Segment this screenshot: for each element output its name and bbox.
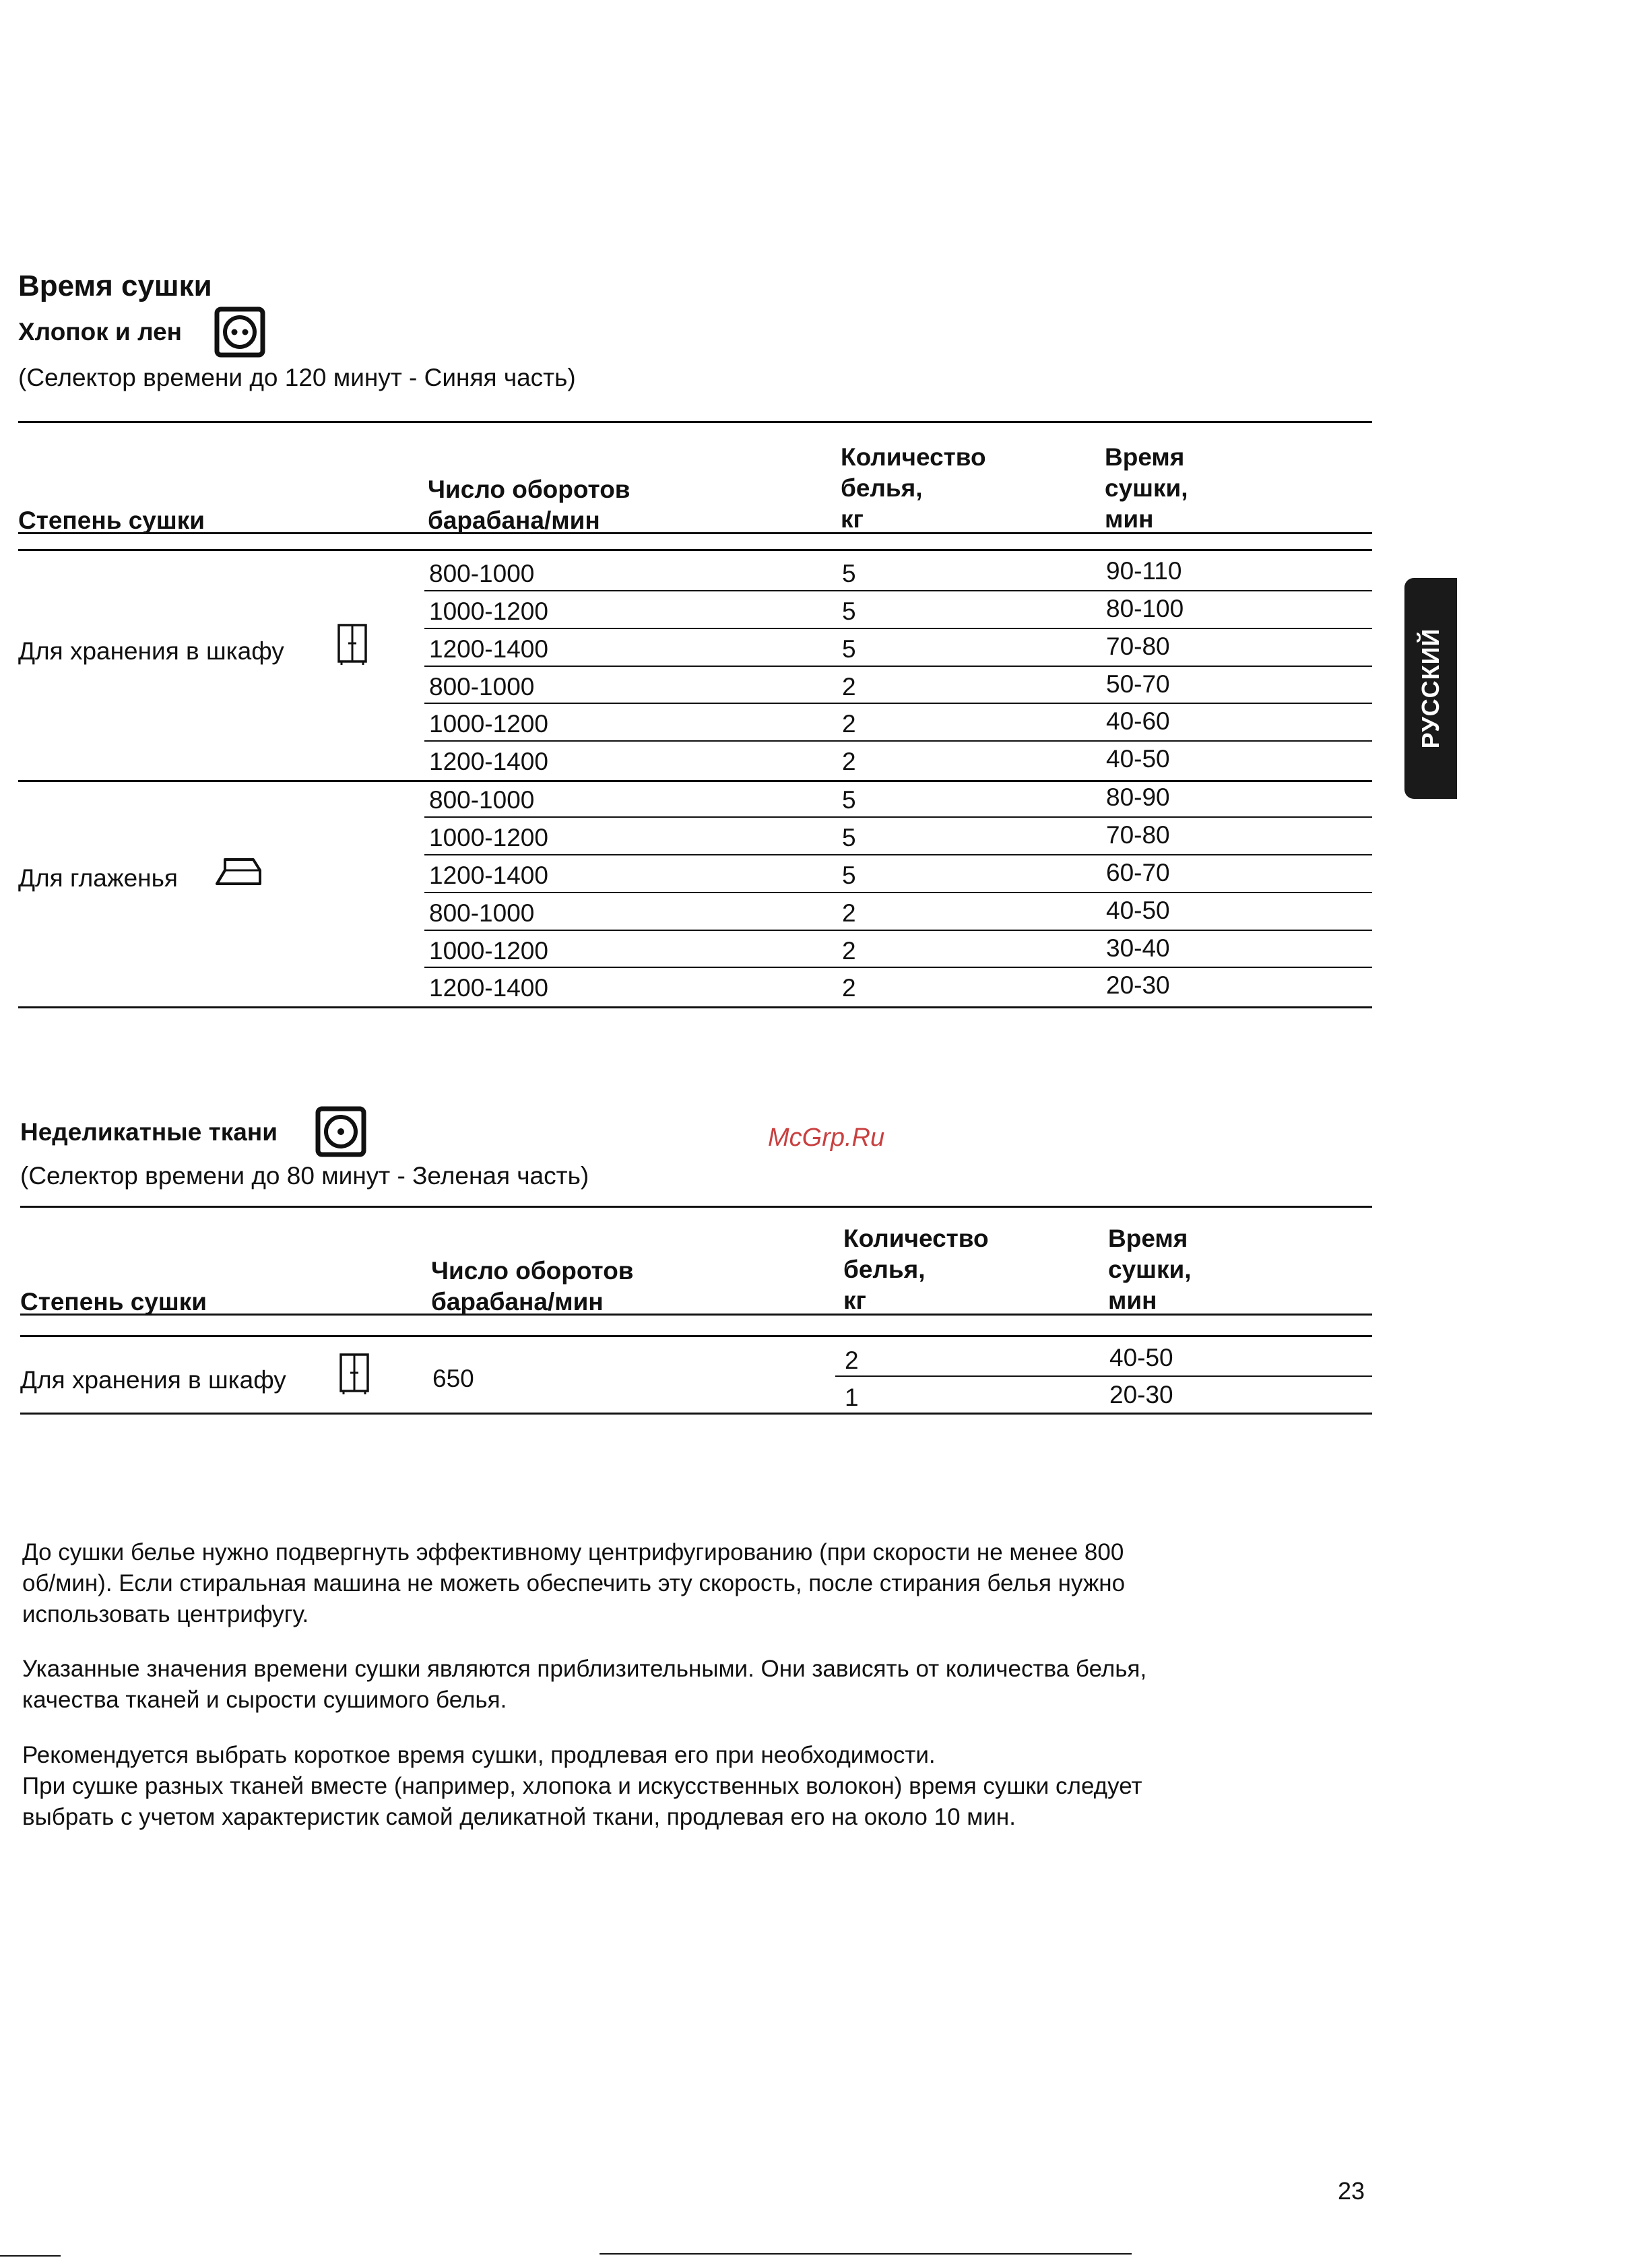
paragraph-line: При сушке разных тканей вместе (например, хлопока и искусственных волокон) время сушки следует: [22, 1773, 1142, 1799]
table-cell-kg: 2: [842, 937, 856, 965]
table-bottom-rule: [20, 1413, 1372, 1415]
table-cell-kg: 2: [842, 974, 856, 1002]
footer-rule: [0, 2255, 61, 2257]
paragraph-line: Рекомендуется выбрать короткое время сушки, продлевая его при необходимости.: [22, 1742, 936, 1768]
header-qty-1: Количество: [841, 443, 986, 471]
header-time-2: сушки,: [1108, 1256, 1192, 1283]
row-rule: [424, 930, 1372, 931]
table-cell-kg: 5: [842, 862, 856, 889]
header-qty-1: Количество: [843, 1225, 989, 1252]
table-cell-rpm: 800-1000: [429, 673, 535, 701]
table-cell-time: 60-70: [1106, 859, 1170, 886]
table-cell-rpm: 800-1000: [429, 786, 535, 814]
paragraph-line: До сушки белье нужно подвергнуть эффективному центрифугированию (при скорости не менее 800: [22, 1539, 1124, 1565]
row-rule: [424, 816, 1372, 818]
group-rule: [18, 780, 1372, 782]
row-rule: [424, 703, 1372, 704]
group-label-wardrobe: Для хранения в шкафу: [20, 1366, 286, 1394]
language-tab-label: РУССКИЙ: [1417, 628, 1444, 749]
header-rpm-2: барабана/мин: [431, 1288, 604, 1316]
header-degree: Степень сушки: [20, 1288, 207, 1316]
table-cell-time: 80-100: [1106, 595, 1184, 622]
table-cell-rpm: 800-1000: [429, 560, 535, 587]
table-cell-rpm: 1000-1200: [429, 824, 548, 851]
table-cell-kg: 2: [845, 1347, 859, 1374]
header-time-3: мин: [1108, 1287, 1157, 1314]
table-top-rule: [18, 421, 1372, 423]
footer-rule: [600, 2253, 1132, 2255]
paragraph-line: Указанные значения времени сушки являются приблизительными. Они зависять от количества белья,: [22, 1656, 1147, 1682]
table-cell-kg: 1: [845, 1384, 859, 1411]
table-cell-kg: 2: [842, 673, 856, 701]
group-label-wardrobe: Для хранения в шкафу: [18, 637, 284, 665]
table-cell-kg: 5: [842, 786, 856, 814]
table-cell-kg: 5: [842, 597, 856, 625]
paragraph-line: качества тканей и сырости сушимого белья.: [22, 1687, 507, 1713]
header-bottom-rule: [20, 1335, 1372, 1337]
paragraph-line: выбрать с учетом характеристик самой деликатной ткани, продлевая его на около 10 мин.: [22, 1804, 1016, 1830]
table-cell-rpm: 800-1000: [429, 899, 535, 927]
table-cell-kg: 5: [842, 635, 856, 663]
table-cell-time: 40-50: [1106, 897, 1170, 924]
header-time-1: Время: [1108, 1225, 1188, 1252]
table-cell-time: 40-60: [1106, 707, 1170, 735]
group-label-ironing: Для глаженья: [18, 864, 178, 892]
table-cell-time: 20-30: [1109, 1381, 1173, 1408]
header-qty-3: кг: [843, 1287, 866, 1314]
row-rule: [424, 892, 1372, 893]
language-tab: [1404, 578, 1457, 799]
header-rpm-1: Число оборотов: [428, 476, 630, 503]
header-degree: Степень сушки: [18, 507, 205, 534]
header-qty-2: белья,: [841, 474, 923, 502]
table-cell-time: 40-50: [1106, 745, 1170, 773]
header-bottom-rule: [18, 532, 1372, 534]
table-cell-kg: 2: [842, 710, 856, 738]
table-cell-time: 20-30: [1106, 971, 1170, 999]
row-rule: [424, 967, 1372, 968]
dryer-high-heat-icon: [214, 306, 265, 358]
table-cell-rpm: 1200-1400: [429, 748, 548, 775]
header-bottom-rule: [20, 1314, 1372, 1316]
table-cell-time: 70-80: [1106, 821, 1170, 849]
table-cell-time: 40-50: [1109, 1344, 1173, 1371]
header-bottom-rule: [18, 549, 1372, 551]
header-time-3: мин: [1105, 505, 1154, 533]
table-cell-kg: 5: [842, 560, 856, 587]
row-rule: [424, 628, 1372, 629]
wardrobe-icon: [339, 1353, 370, 1394]
watermark: McGrp.Ru: [768, 1124, 885, 1152]
row-rule: [424, 740, 1372, 742]
header-rpm-2: барабана/мин: [428, 507, 600, 534]
header-qty-2: белья,: [843, 1256, 926, 1283]
paragraph-centrifuge: [22, 1537, 1369, 1630]
table-top-rule: [20, 1206, 1372, 1208]
header-qty-3: кг: [841, 505, 864, 533]
table-cell-rpm: 1000-1200: [429, 937, 548, 965]
table-cell-kg: 2: [842, 748, 856, 775]
cotton-heading: Хлопок и лен: [18, 318, 183, 346]
paragraph-approximate: [22, 1654, 1369, 1716]
table-cell-kg: 5: [842, 824, 856, 851]
iron-icon: [214, 854, 263, 888]
synthetic-note: (Селектор времени до 80 минут - Зеленая часть): [20, 1162, 589, 1190]
table-cell-rpm: 1000-1200: [429, 710, 548, 738]
header-time-2: сушки,: [1105, 474, 1188, 502]
table-cell-time: 80-90: [1106, 783, 1170, 811]
table-bottom-rule: [18, 1006, 1372, 1008]
section-title: Время сушки: [18, 269, 212, 302]
table-cell-rpm: 1000-1200: [429, 597, 548, 625]
table-cell-rpm: 650: [432, 1365, 474, 1392]
cotton-note: (Селектор времени до 120 минут - Синяя часть): [18, 364, 576, 391]
row-rule: [424, 666, 1372, 667]
table-cell-time: 50-70: [1106, 670, 1170, 698]
wardrobe-icon: [337, 623, 368, 665]
row-rule: [424, 590, 1372, 591]
table-cell-time: 30-40: [1106, 934, 1170, 962]
page-number: 23: [1338, 2177, 1365, 2205]
synthetic-heading: Неделикатные ткани: [20, 1118, 278, 1146]
table-cell-kg: 2: [842, 899, 856, 927]
header-rpm-1: Число оборотов: [431, 1257, 634, 1285]
row-rule: [835, 1375, 1372, 1377]
table-cell-rpm: 1200-1400: [429, 635, 548, 663]
paragraph-recommendation: [22, 1740, 1369, 1833]
paragraph-line: использовать центрифугу.: [22, 1601, 309, 1627]
table-cell-time: 70-80: [1106, 633, 1170, 660]
dryer-low-heat-icon: [315, 1106, 366, 1157]
row-rule: [424, 854, 1372, 855]
table-cell-rpm: 1200-1400: [429, 974, 548, 1002]
table-cell-rpm: 1200-1400: [429, 862, 548, 889]
paragraph-line: об/мин). Если стиральная машина не можеть обеспечить эту скорость, после стирания белья нужно: [22, 1570, 1126, 1596]
table-cell-time: 90-110: [1106, 557, 1182, 585]
header-time-1: Время: [1105, 443, 1185, 471]
